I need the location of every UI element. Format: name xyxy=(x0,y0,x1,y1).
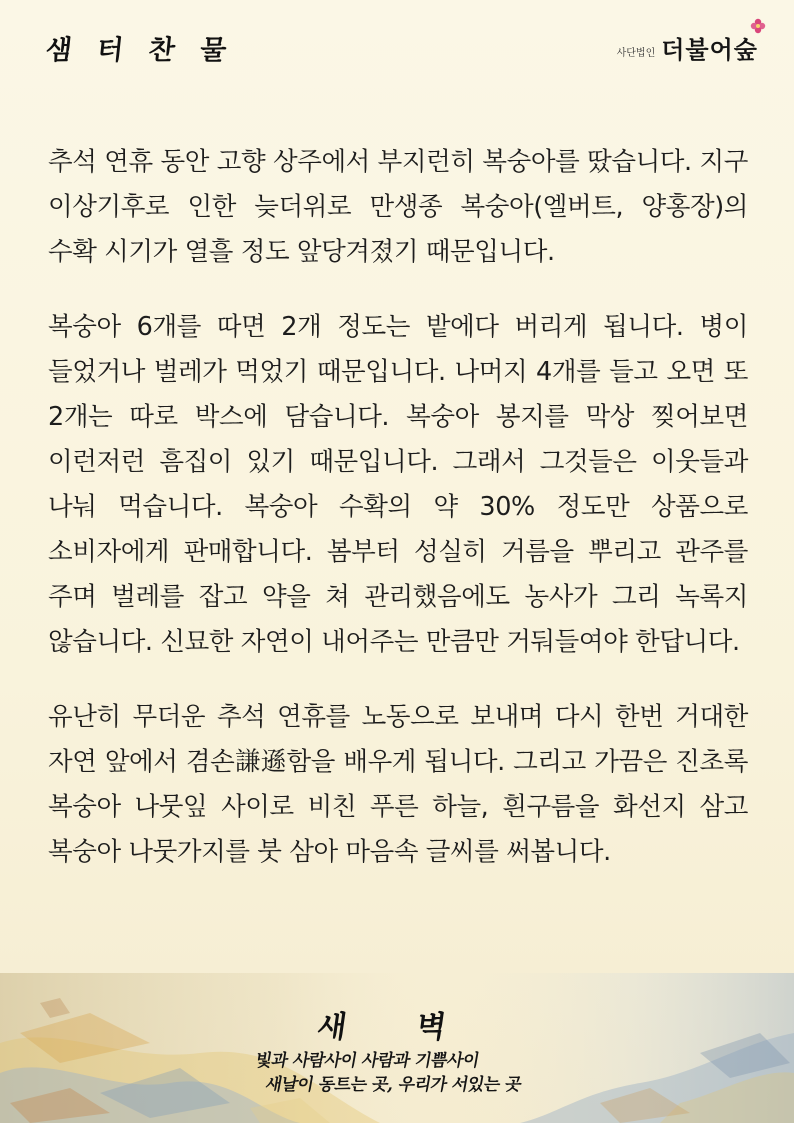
paragraph-2: 복숭아 6개를 따면 2개 정도는 밭에다 버리게 됩니다. 병이 들었거나 벌레가 먹었기 때문입니다. 나머지 4개를 들고 오면 또 2개는 따로 박스에 담습니다. 복숭아 봉지를 막상 찢어보면 이런저런 흠집이 있기 때문입니다. 그래서 그것들은 이웃들과 나눠 먹습니다. 복숭아 수확의 약 30% 정도만 상품으로 소비자에게 판매합니다. 봄부터 성실히 거름을 뿌리고 관주를 주며 벌레를 잡고 약을 쳐 관리했음에도 농사가 그리 녹록지 않습니다. 신묘한 자연이 내어주는 만큼만 거둬들여야 한답니다. xyxy=(48,312,748,657)
footer-motto-line-1: 빛과 사람사이 사람과 기쁨사이 xyxy=(253,1051,481,1071)
footer-calligraphy-title: 새 벽 xyxy=(314,1010,479,1045)
paragraph-3: 유난히 무더운 추석 연휴를 노동으로 보내며 다시 한번 거대한 자연 앞에서 겸손謙遜함을 배우게 됩니다. 그리고 가끔은 진초록 복숭아 나뭇잎 사이로 비친 푸른 하늘, 흰구름을 화선지 삼고 복숭아 나뭇가지를 붓 삼아 마음속 글씨를 써봅니다. xyxy=(48,702,748,867)
article-body xyxy=(48,140,748,905)
column-title: 샘 터 찬 물 xyxy=(44,35,236,66)
paragraph-1: 추석 연휴 동안 고향 상주에서 부지런히 복숭아를 땄습니다. 지구 이상기후로 인한 늦더위로 만생종 복숭아(엘버트, 양홍장)의 수확 시기가 열흘 정도 앞당겨졌기 때문입니다. xyxy=(48,147,748,267)
org-name-text: 더불어숲 xyxy=(661,35,758,64)
org-logo xyxy=(617,30,758,65)
org-prefix: 사단법인 xyxy=(616,48,656,59)
flower-icon xyxy=(750,18,766,34)
org-name xyxy=(661,30,758,65)
footer-motto-line-2: 새날이 동트는 곳, 우리가 서있는 곳 xyxy=(263,1075,523,1095)
